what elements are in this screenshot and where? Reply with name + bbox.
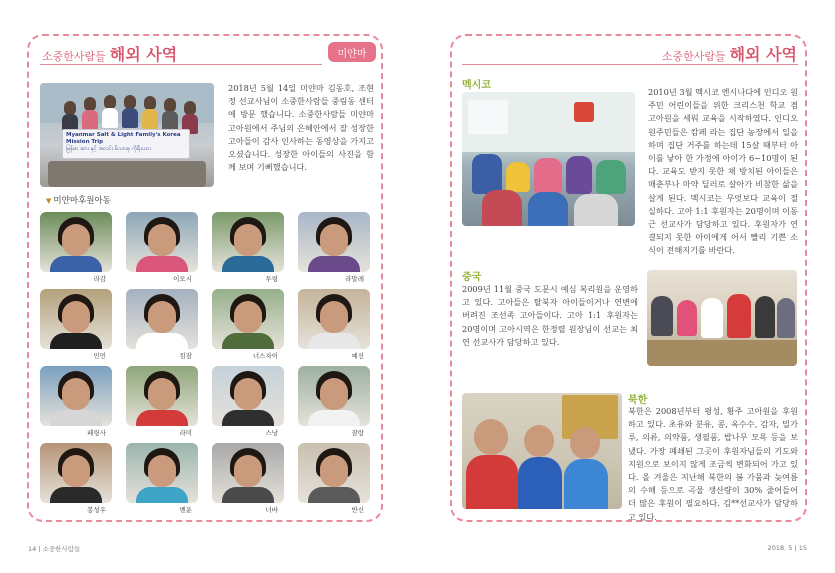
kids-label-text: 미얀마후원아동 — [53, 196, 111, 206]
kid-photo — [126, 212, 198, 272]
kid-photo — [40, 443, 112, 503]
kid-photo — [298, 366, 370, 426]
north-korea-paragraph: 북한은 2008년부터 평성, 황주 고아원을 후원하고 있다. 초유와 분유, 콩, 옥수수, 감자, 밀가루, 의류, 의약품, 생필품, 밥나무 모목 등을 보냈다. 가장 폐쇄된 그곳이 후원자님들의 기도와 지원으로 보이지 않게 조금씩 변화되어 가고 있다. 올 겨울은 지난해 북한의 봄 가뭄과 늦여름의 수해 등으로 곡물 생산량이 30% 줄어들어 더 많은 후원이 필요하다. 김**선교사가 담당하고 있다. — [628, 406, 798, 522]
kid-photo — [212, 443, 284, 503]
kid-name: 패링사 — [87, 429, 106, 437]
north-korea-title: 북한 — [628, 395, 648, 406]
banner-line-2: မြန်မာ ဆား နှင့် အလင်း မိသားစု ကိုရီးယား — [66, 146, 151, 152]
kid-photo — [126, 289, 198, 349]
kid-photo — [126, 443, 198, 503]
kid-photo — [298, 443, 370, 503]
kid-name: 스낭 — [265, 429, 278, 437]
kid-photo — [298, 212, 370, 272]
left-section-title — [42, 42, 177, 65]
kid-name: 벤운 — [179, 506, 192, 514]
kids-section-label — [46, 194, 111, 206]
section-title-big: 해외 사역 — [729, 45, 797, 64]
left-title-rule — [40, 64, 322, 65]
mexico-paragraph: 2010년 3월 멕시코 엔시나다에 인디오 원주민 어린이들을 위한 크리스천 학교 겸 고아원을 세워 교육을 시작하였다. 인디오 원주민들은 캄페 라는 집단 농장에서 일을 하며 집단 거주를 하는데 15살 때부터 아이를 낳아 한 가정에 아이가 6~10명이 된다. 교육도 받지 못한 채 방치된 아이들은 매춘부나 마약 딜러로 살아가 비참한 삶을 살게 된다. 멕시코는 무엇보다 교육이 절실하다. 고아 1:1 후원자는 20명이며 이동근 선교사가 담당하고 있다. 후원자가 연결되지 못한 아이에게 어서 빨리 기쁜 소식이 전해지기를 바란다. — [648, 87, 798, 256]
mexico-classroom-photo — [462, 92, 635, 226]
kid-name: 킴잠 — [179, 352, 192, 360]
intro-paragraph: 2018년 5월 14일 미얀마 김동호, 조현정 선교사님이 소중한사람들 중림동 센터에 방문 했습니다. 소중한사람들 미얀마 고아원에서 주님의 은혜안에서 잘 성장한 고아들이 감사 인사하는 동영상을 가지고 오셨습니다. 성장한 아이들의 사진을 함께 보며 기뻐했습니다. — [228, 83, 374, 173]
kid-photo — [126, 366, 198, 426]
section-title-small: 소중한사람들 — [661, 50, 726, 63]
myanmar-tab: 미얀마 — [328, 42, 376, 62]
kid-photo — [212, 366, 284, 426]
kid-name: 잠랑 — [351, 429, 364, 437]
kid-name: 너스자이 — [252, 352, 278, 360]
kid-name: 라말레 — [345, 275, 364, 283]
kid-photo — [298, 289, 370, 349]
right-section-title — [662, 42, 797, 65]
kid-name: 투링 — [265, 275, 278, 283]
kid-name: 라감 — [93, 275, 106, 283]
group-photo — [40, 83, 214, 187]
banner-line-1: Myanmar Salt & Light Family's Korea Mission Trip — [66, 132, 181, 145]
kid-name: 봉성우 — [87, 506, 106, 514]
kid-name: 반신 — [351, 506, 364, 514]
triangle-down-icon: ▼ — [46, 197, 52, 205]
kid-photo — [40, 212, 112, 272]
mission-banner — [62, 129, 190, 159]
kid-photo — [212, 212, 284, 272]
footer-right: 2018. 5 | 15 — [767, 544, 807, 552]
kid-photo — [212, 289, 284, 349]
section-title-big: 해외 사역 — [109, 45, 178, 64]
right-title-rule — [462, 64, 798, 65]
china-title: 중국 — [462, 272, 482, 283]
mexico-title: 멕시코 — [462, 80, 491, 91]
china-paragraph: 2009년 11월 중국 도문시 예심 복리원을 운영하고 있다. 고아들은 탈북자 아이들이거나 연변에 버려진 조선족 고아들이다. 고아 1:1 후원자는 20명이며 고아시역은 한정렬 원장님이 선교는 최연 선교사가 담당하고 있다. — [462, 284, 638, 347]
kid-name: 예선 — [351, 352, 364, 360]
kid-name: 라미 — [179, 429, 192, 437]
kid-name: 이모시 — [173, 275, 192, 283]
kid-name: 민민 — [93, 352, 106, 360]
kid-name: 너바 — [265, 506, 278, 514]
section-title-small: 소중한사람들 — [42, 50, 106, 63]
china-children-photo — [647, 270, 797, 366]
kid-photo — [40, 366, 112, 426]
kid-photo — [40, 289, 112, 349]
footer-left: 14 | 소중한사람들 — [28, 545, 81, 553]
north-korea-children-photo — [462, 393, 622, 509]
